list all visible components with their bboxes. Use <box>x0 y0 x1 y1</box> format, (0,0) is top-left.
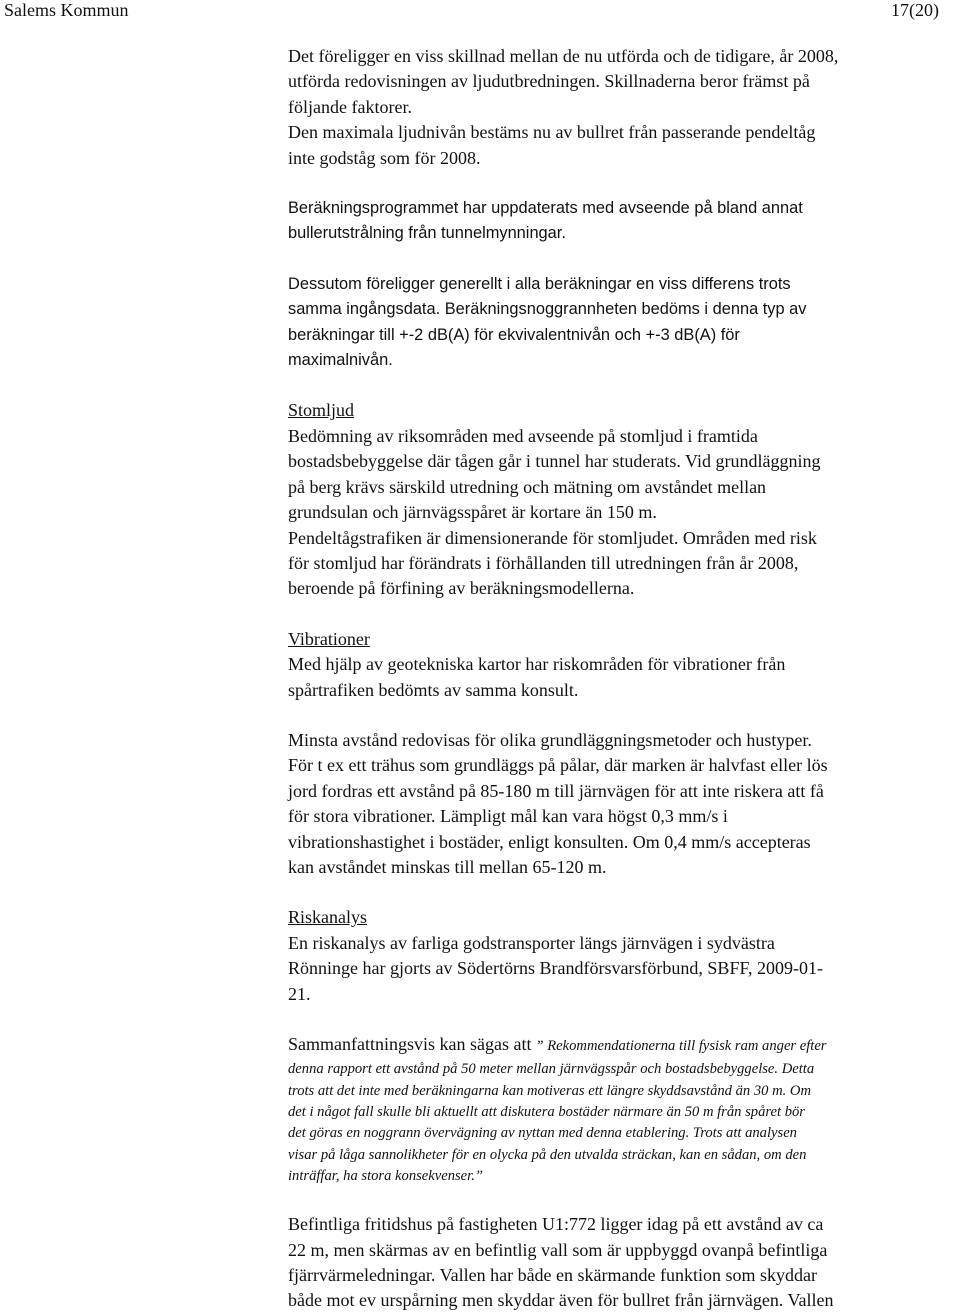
fritidshus-paragraph <box>288 1212 956 1314</box>
document-body <box>288 44 956 1314</box>
text-line: följande faktorer. <box>288 96 412 117</box>
text-line: på berg krävs särskild utredning och mätning om avståndet mellan <box>288 476 767 497</box>
text-line: vibrationshastighet i bostäder, enligt konsulten. Om 0,4 mm/s accepteras <box>288 831 811 852</box>
text-line: Pendeltågstrafiken är dimensionerande för stomljudet. Områden med risk <box>288 527 817 548</box>
text-line: För t ex ett trähus som grundläggs på pålar, där marken är halvfast eller lös <box>288 755 828 776</box>
summary-lead: Sammanfattningsvis kan sägas att <box>288 1034 532 1054</box>
text-line: spårtrafiken bedömts av samma konsult. <box>288 679 579 700</box>
text-line: beroende på förfining av beräkningsmodellerna. <box>288 578 635 599</box>
accuracy-paragraph <box>288 272 956 374</box>
text-line: kan avståndet minskas till mellan 65-120 m. <box>288 856 607 877</box>
summary-quote-start: ” Rekommendationerna till fysisk ram anger efter <box>535 1038 827 1054</box>
summary-paragraph <box>288 1032 956 1187</box>
text-line: för stora vibrationer. Lämpligt mål kan vara högst 0,3 mm/s i <box>288 806 728 827</box>
section-heading-vibrationer: Vibrationer <box>288 628 370 649</box>
quote-line: trots att det inte med beräkningarna kan motiveras ett längre skyddsavstånd än 30 m. Om <box>288 1082 812 1099</box>
quote-line: denna rapport ett avstånd på 50 meter mellan järnvägsspår och bostadsbebyggelse. Detta <box>288 1061 815 1078</box>
header-organization: Salems Kommun <box>4 0 129 20</box>
text-line: 21. <box>288 983 311 1004</box>
text-line: inte godståg som för 2008. <box>288 147 481 168</box>
stomljud-section <box>288 398 956 601</box>
text-line: beräkningar till +-2 dB(A) för ekvivalentnivån och +-3 dB(A) för <box>288 325 740 344</box>
quote-line: inträffar, ha stora konsekvenser.” <box>288 1167 483 1184</box>
text-line: Minsta avstånd redovisas för olika grundläggningsmetoder och hustyper. <box>288 729 812 750</box>
text-line: fjärrvärmeledningar. Vallen har både en skärmande funktion som skyddar <box>288 1265 817 1285</box>
text-line: Beräkningsprogrammet har uppdaterats med avseende på bland annat <box>288 199 803 218</box>
text-line: Befintliga fritidshus på fastigheten U1:772 ligger idag på ett avstånd av ca <box>288 1214 824 1235</box>
text-line: samma ingångsdata. Beräkningsnoggrannheten bedöms i denna typ av <box>288 300 807 319</box>
text-line: både mot ev urspårning men skyddar även för bullret från järnvägen. Vallen <box>288 1290 834 1311</box>
section-heading-stomljud: Stomljud <box>288 400 355 421</box>
text-line: grundsulan och järnvägsspåret är kortare än 150 m. <box>288 502 657 523</box>
text-line: bostadsbebyggelse där tågen går i tunnel har studerats. Vid grundläggning <box>288 451 821 472</box>
program-paragraph <box>288 196 956 247</box>
text-line: Rönninge har gjorts av Södertörns Brandförsvarsförbund, SBFF, 2009-01- <box>288 958 824 979</box>
summary-first-line <box>288 1032 956 1059</box>
text-line: jord fordras ett avstånd på 85-180 m till järnvägen för att inte riskera att få <box>288 780 824 801</box>
riskanalys-section <box>288 905 956 1007</box>
text-line: Den maximala ljudnivån bestäms nu av bullret från passerande pendeltåg <box>288 122 816 143</box>
text-line: En riskanalys av farliga godstransporter längs järnvägen i sydvästra <box>288 932 775 953</box>
quote-line: det i något fall skulle bli aktuellt att diskutera bostäder närmare än 50 m från spåret bör <box>288 1104 805 1120</box>
quote-line: det göras en noggrann övervägning av nyttan med denna etablering. Trots att analysen <box>288 1125 797 1142</box>
text-line: 22 m, men skärmas av en befintlig vall som är uppbyggd ovanpå befintliga <box>288 1239 828 1260</box>
intro-paragraph <box>288 44 956 171</box>
header-page-number: 17(20) <box>891 0 939 20</box>
distance-paragraph <box>288 728 956 880</box>
text-line: utförda redovisningen av ljudutbredningen. Skillnaderna beror främst på <box>288 71 810 92</box>
text-line: Bedömning av riksområden med avseende på stomljud i framtida <box>288 425 758 446</box>
text-line: maximalnivån. <box>288 351 393 370</box>
quote-line: visar på låga sannolikheter för en olycka på den utvalda sträckan, kan en sådan, om den <box>288 1146 807 1163</box>
text-line: bullerutstrålning från tunnelmynningar. <box>288 224 566 243</box>
text-line: för stomljud har förändrats i förhållanden till utredningen från år 2008, <box>288 552 799 573</box>
text-line: Dessutom föreligger generellt i alla beräkningar en viss differens trots <box>288 274 791 293</box>
section-heading-riskanalys: Riskanalys <box>288 907 367 928</box>
text-line: Det föreligger en viss skillnad mellan de nu utförda och de tidigare, år 2008, <box>288 46 839 66</box>
vibrationer-section <box>288 627 956 703</box>
text-line: Med hjälp av geotekniska kartor har riskområden för vibrationer från <box>288 654 786 675</box>
